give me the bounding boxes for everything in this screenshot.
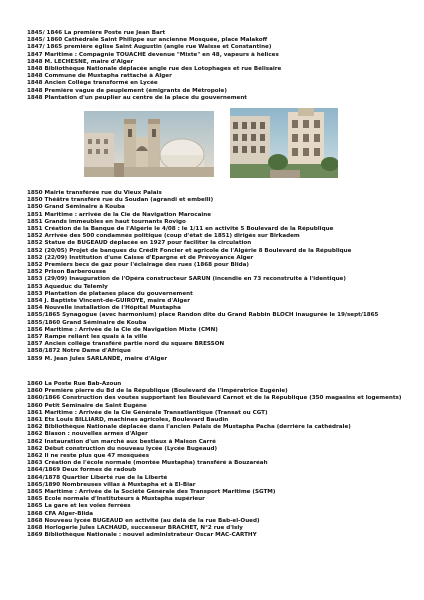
timeline-entry: 1854 J. Baptiste Vincent-de-GUIROYE, maire d'Alger: [27, 298, 190, 305]
timeline-entry: 1855/1865 Synagogue (avec harmonium) place Randon dite du Grand Rabbin BLOCH inaugurée le 19/sept/1865: [27, 312, 379, 319]
timeline-entry: 1859 M. Jean Jules SARLANDE, maire d'Alger: [27, 355, 168, 362]
timeline-entry: 1865/1890 Nombreuses villas à Mustapha et à El-Biar: [27, 481, 196, 488]
timeline-entry: 1862 Bibliothèque Nationale déplacée dans l'ancien Palais de Mustapha Pacha (derrière la cathédrale): [27, 424, 351, 431]
timeline-entry: 1848 Commune de Mustapha rattaché à Alger: [27, 73, 172, 80]
timeline-entry: 1853 Plantation de platanes place du gouvernement: [27, 290, 193, 297]
timeline-entry: 1860/1866 Construction des voutes supportant les Boulevard Carnot et de la République (350 magasins et logements): [27, 395, 402, 402]
timeline-entry: 1862 Instauration d'un marché aux bestiaux à Maison Carré: [27, 438, 216, 445]
timeline-entry: 1860 Première pierre du Bd de la République (Boulevard de l'Impératrice Eugénie): [27, 388, 288, 395]
timeline-entry: 1857 Rampe reliant les quais à la ville: [27, 334, 148, 341]
timeline-entry: 1848 M. LECHESNE, maire d'Alger: [27, 58, 134, 65]
timeline-entry: 1850 Mairie transférée rue du Vieux Palais: [27, 190, 162, 196]
timeline-entry: 1869 Bibliothèque Nationale : nouvel administrateur Oscar MAC-CARTHY: [27, 532, 257, 539]
timeline-1845-1848: [27, 30, 407, 102]
timeline-entry: 1862 Début construction du nouveau lycée (Lycée Bugeaud): [27, 445, 218, 452]
timeline-entry: 1847 Maritime : Compagnie TOUACHE devenue "Mixte" en 48, vapeurs à hélices: [27, 51, 279, 58]
timeline-entry: 1855/1860 Grand Séminaire de Kouba: [27, 319, 147, 326]
timeline-entry: 1858/1872 Notre Dame d'Afrique: [27, 348, 131, 355]
timeline-entry: 1848 Ancien Collège transformé en Lycée: [27, 80, 158, 87]
timeline-entry: 1845/ 1846 La première Poste rue Jean Bart: [27, 30, 166, 36]
timeline-entry: 1860 La Poste Rue Bab-Azoun: [27, 381, 122, 387]
timeline-entry: 1860 Petit Séminaire de Saint Eugène: [27, 402, 147, 409]
timeline-entry: 1854 Nouvelle installation de l'Hôpital Mustapha: [27, 305, 181, 312]
timeline-entry: 1852 (20/05) Projet de banques du Crédit Foncier et agricole de l'Algérie 8 Boulevard de la République: [27, 247, 352, 254]
timeline-entry: 1868 CFA Alger-Blida: [27, 510, 94, 517]
timeline-entry: 1857 Ancien collège transféré partie nord du square BRESSON: [27, 341, 225, 348]
timeline-entry: 1865 La gare et les voies ferrées: [27, 503, 131, 510]
timeline-entry: 1865 Ecole normale d'Instituteurs à Mustapha supérieur: [27, 496, 205, 503]
timeline-entry: 1853 Aqueduc du Télemly: [27, 283, 108, 290]
cathedral-photo: [84, 111, 214, 177]
timeline-entry: 1861 Ets Louis BILLIARD, machines agricoles, Boulevard Baudin: [27, 417, 229, 424]
timeline-entry: 1850 Grand Séminaire à Kouba: [27, 204, 125, 211]
timeline-entry: 1853 (29/09) Inauguration de l'Opéra constructeur SARUN (incendie en 73 reconstruite à l'identique): [27, 276, 346, 283]
timeline-entry: 1863 Création de l'école normale (montée Mustapha) transféré à Bouzaréah: [27, 460, 268, 467]
timeline-entry: 1852 Prison Barberousse: [27, 269, 107, 276]
timeline-1850-1859: [27, 190, 407, 363]
timeline-entry: 1862 Blason : nouvelles armes d'Alger: [27, 431, 148, 438]
timeline-entry: 1868 Nouveau lycée BUGEAUD en activité (au delà de la rue Bab-el-Oued): [27, 517, 260, 524]
timeline-entry: 1852 Statue de BUGEAUD déplacée en 1927 pour faciliter la circulation: [27, 240, 252, 247]
cathedral-photo-image: [84, 111, 214, 177]
timeline-entry: 1852 (22/09) Institution d'une Caisse d'Epargne et de Prévoyance Alger: [27, 254, 254, 261]
timeline-entry: 1850 Théâtre transféré rue du Soudan (agrandi et embelli): [27, 197, 214, 204]
timeline-entry: 1851 Grands immeubles en haut tournants Rovigo: [27, 218, 186, 225]
timeline-entry: 1868 Horlogerie Jules LACHAUD, successeur BRACHET, N°2 rue d'Isly: [27, 525, 243, 532]
timeline-entry: 1848 Première vague de peuplement (émigrants de Métropole): [27, 87, 227, 94]
timeline-entry: 1845/ 1860 Cathédrale Saint Philippe sur ancienne Mosquée, place Malakoff: [27, 37, 268, 44]
timeline-entry: 1862 Il ne reste plus que 47 mosquées: [27, 453, 150, 460]
timeline-entry: 1861 Maritime : Arrivée de la Cie Générale Transatlantique (Transat ou CGT): [27, 409, 268, 416]
post-office-photo: [230, 108, 338, 178]
timeline-entry: 1856 Maritime : Arrivée de la Cie de Navigation Mixte (CMN): [27, 326, 218, 333]
timeline-entry: 1864/1878 Quartier Liberté rue de la Liberté: [27, 474, 168, 481]
timeline-entry: 1865 Maritime : Arrivée de la Société Générale des Transport Maritime (SGTM): [27, 489, 276, 496]
timeline-entry: 1848 Bibliothèque Nationale déplacée angle rue des Lotophages et rue Bélisaire: [27, 66, 282, 73]
timeline-entry: 1852 Arrivée des 500 condamnés politique (coup d'état de 1851) dirigés sur Birkadem: [27, 233, 300, 240]
timeline-1860-1869: [27, 381, 407, 539]
timeline-entry: 1848 Plantation d'un peuplier au centre de la place du gouvernement: [27, 94, 247, 101]
timeline-entry: 1852 Premiers becs de gaz pour l'éclairage des rues (1868 pour Blida): [27, 262, 249, 269]
post-office-photo-image: [230, 108, 338, 178]
timeline-entry: 1847/ 1865 première église Saint Augustin (angle rue Waïsse et Constantine): [27, 44, 272, 51]
timeline-entry: 1864/1869 Deux formes de radoub: [27, 467, 137, 474]
timeline-entry: 1851 Maritime : arrivée de la Cie de Navigation Marocaine: [27, 211, 212, 218]
timeline-entry: 1851 Création de la Banque de l'Algérie le 4/08 : le 1/11 en activité 5 Boulevard de la République: [27, 226, 334, 233]
